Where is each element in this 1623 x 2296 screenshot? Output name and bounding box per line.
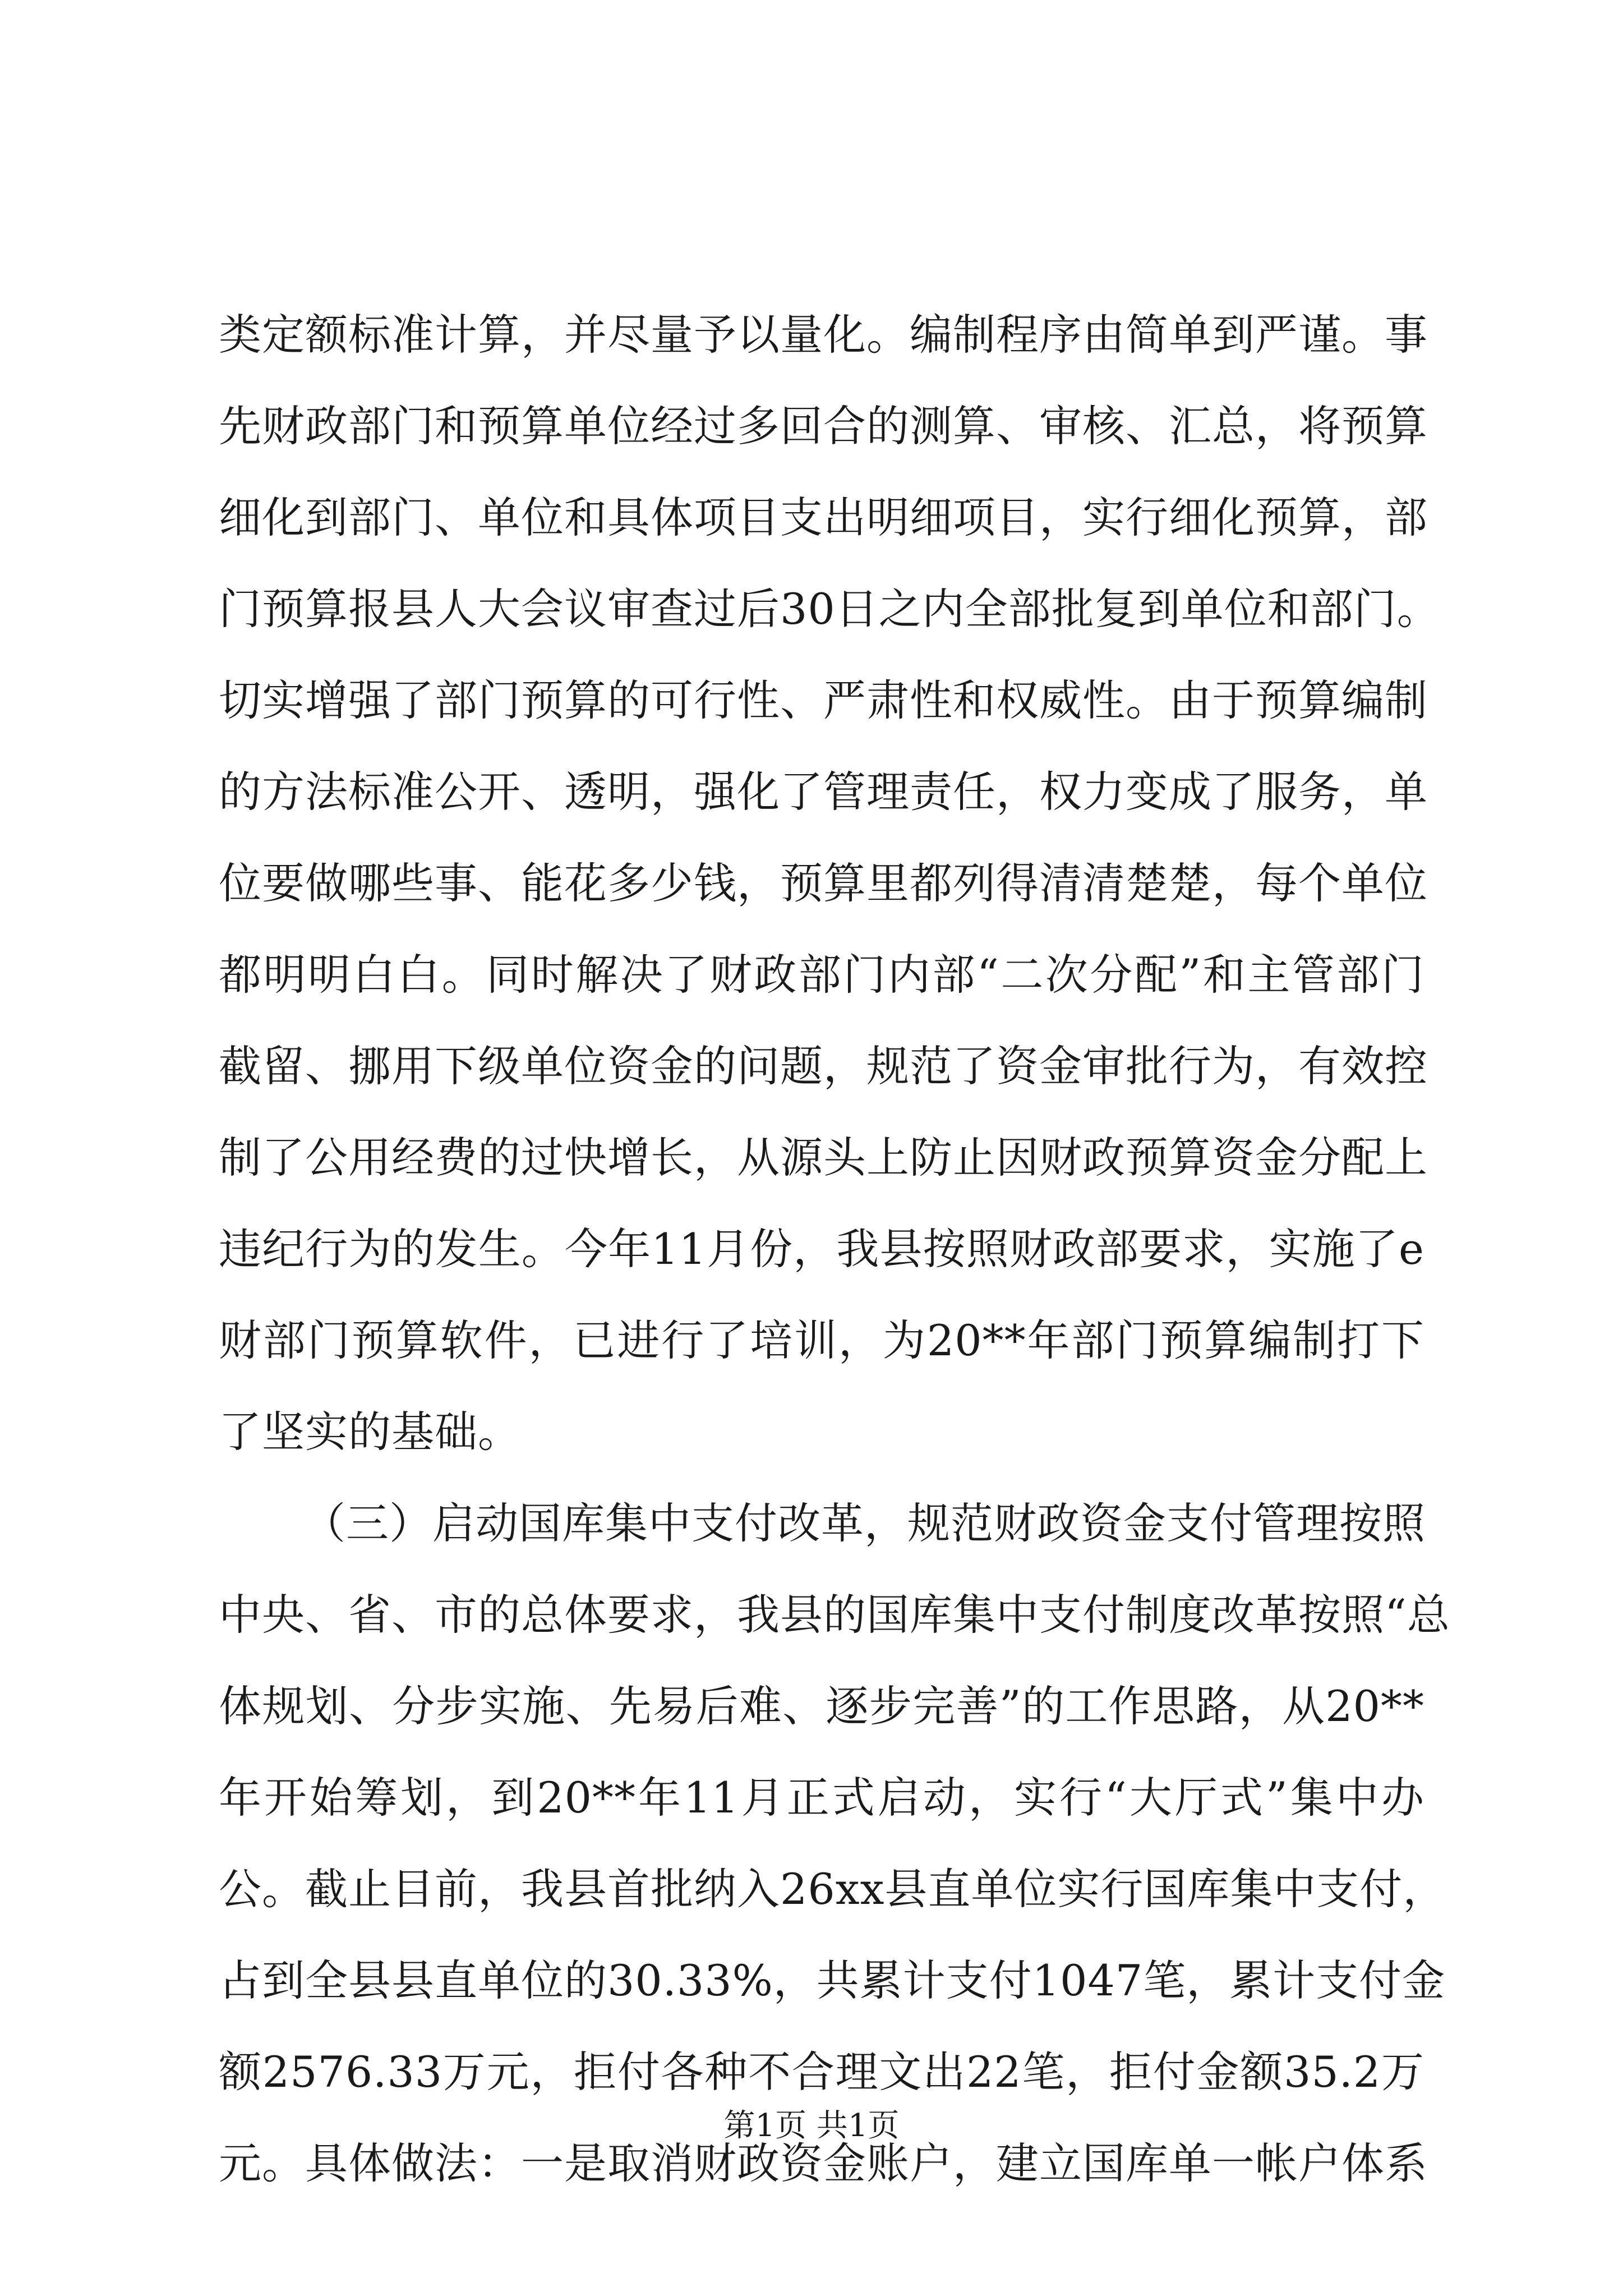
text-line-17: 年开始筹划，到20**年11月正式启动，实行“大厅式”集中办 — [219, 1773, 1424, 1823]
page-footer — [0, 2106, 1623, 2146]
text-line-20: 额2576.33万元，拒付各种不合理文出22笔，拒付金额35.2万 — [219, 2047, 1424, 2097]
text-line-5: 切实增强了部门预算的可行性、严肃性和权威性。由于预算编制 — [219, 675, 1428, 725]
text-line-8: 都明明白白。同时解决了财政部门内部“二次分配”和主管部门 — [219, 950, 1424, 1000]
text-line-7: 位要做哪些事、能花多少钱，预算里都列得清清楚楚，每个单位 — [219, 858, 1428, 908]
text-line-1: 类定额标准计算，并尽量予以量化。编制程序由简单到严谨。事 — [219, 310, 1428, 360]
text-line-14: （三）启动国库集中支付改革，规范财政资金支付管理按照 — [303, 1498, 1426, 1548]
text-line-16: 体规划、分步实施、先易后难、逐步完善”的工作思路，从20** — [219, 1681, 1424, 1731]
text-line-18: 公。截止目前，我县首批纳入26xx县直单位实行国库集中支付， — [219, 1864, 1446, 1914]
text-line-3: 细化到部门、单位和具体项目支出明细项目，实行细化预算，部 — [219, 493, 1428, 542]
text-line-2: 先财政部门和预算单位经过多回合的测算、审核、汇总，将预算 — [219, 401, 1428, 451]
text-line-11: 违纪行为的发生。今年11月份，我县按照财政部要求，实施了e — [219, 1224, 1424, 1274]
text-line-10: 制了公用经费的过快增长，从源头上防止因财政预算资金分配上 — [219, 1133, 1428, 1182]
text-line-9: 截留、挪用下级单位资金的问题，规范了资金审批行为，有效控 — [219, 1041, 1428, 1091]
document-body — [219, 289, 1450, 2209]
text-line-19: 占到全县县直单位的30.33%，共累计支付1047笔，累计支付金 — [219, 1955, 1446, 2005]
text-line-13: 了坚实的基础。 — [219, 1407, 521, 1457]
text-line-6: 的方法标准公开、透明，强化了管理责任，权力变成了服务，单 — [219, 767, 1428, 817]
text-line-21: 元。具体做法：一是取消财政资金账户，建立国库单一帐户体系 — [219, 2138, 1428, 2188]
text-line-12: 财部门预算软件，已进行了培训，为20**年部门预算编制打下 — [219, 1315, 1424, 1365]
text-line-15: 中央、省、市的总体要求，我县的国库集中支付制度改革按照“总 — [219, 1590, 1450, 1640]
text-line-4: 门预算报县人大会议审查过后30日之内全部批复到单位和部门。 — [219, 584, 1440, 634]
page-number-label: 第1页 共1页 — [723, 2108, 900, 2144]
